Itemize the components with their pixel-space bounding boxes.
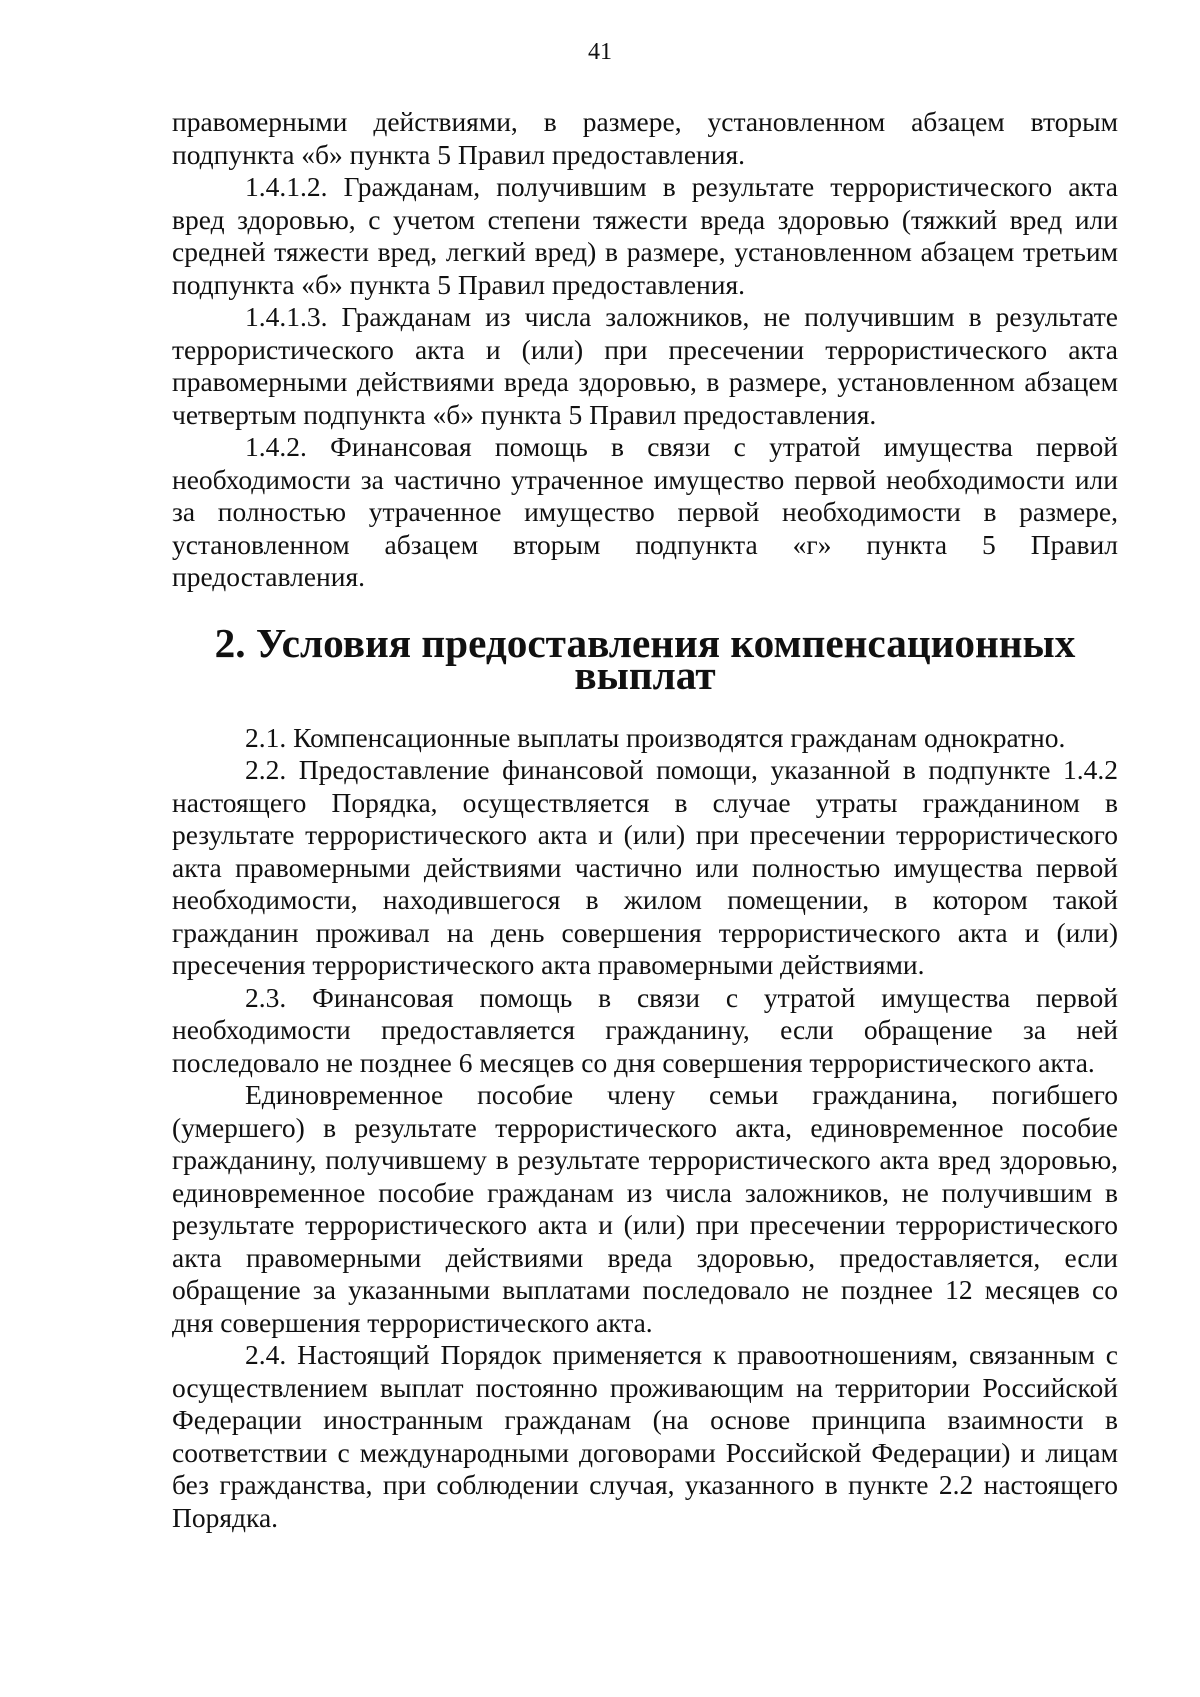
paragraph-1-4-1-2: 1.4.1.2. Гражданам, получившим в результате террористического акта вред здоровью, с учетом степени тяжести вреда здоровью (тяжкий вред или средней тяжести вред, легкий вред) в размере, установленном абзацем третьим подпункта «б» пункта 5 Правил предоставления. — [172, 171, 1118, 300]
page-number: 41 — [588, 39, 612, 65]
paragraph-2-3: 2.3. Финансовая помощь в связи с утратой имущества первой необходимости предоставляется гражданину, если обращение за ней последовало не позднее 6 месяцев со дня совершения террористического акта. — [172, 981, 1118, 1078]
paragraph-2-3-lump-sum: Единовременное пособие члену семьи гражданина, погибшего (умершего) в результате террористического акта, единовременное пособие гражданину, получившему в результате террористического акта вред здоровью, единовременное пособие гражданам из числа заложников, не получившим в результате террористического акта и (или) при пресечении террористического акта правомерными действиями вреда здоровью, предоставляется, если обращение за указанными выплатами последовало не позднее 12 месяцев со дня совершения террористического акта. — [172, 1079, 1118, 1338]
paragraph-1-4-1-3: 1.4.1.3. Гражданам из числа заложников, не получившим в результате террористического акта и (или) при пресечении террористического акта правомерными действиями вреда здоровью, в размере, установленном абзацем четвертым подпункта «б» пункта 5 Правил предоставления. — [172, 301, 1118, 430]
paragraph-2-1: 2.1. Компенсационные выплаты производятся гражданам однократно. — [245, 721, 1066, 753]
paragraph-2-4: 2.4. Настоящий Порядок применяется к правоотношениям, связанным с осуществлением выплат постоянно проживающим на территории Российской Федерации иностранным гражданам (на основе принципа взаимности в соответствии с международными договорами Российской Федерации) и лицам без гражданства, при соблюдении случая, указанного в пункте 2.2 настоящего Порядка. — [172, 1339, 1118, 1533]
paragraph-1-4-2: 1.4.2. Финансовая помощь в связи с утратой имущества первой необходимости за частично утраченное имущество первой необходимости или за полностью утраченное имущество первой необходимости в размере, установленном абзацем вторым подпункта «г» пункта 5 Правил предоставления. — [172, 431, 1118, 592]
document-body — [172, 106, 1118, 1534]
section-heading: 2. Условия предоставления компенсационных выплат — [214, 619, 1076, 698]
paragraph-continuation: правомерными действиями, в размере, установленном абзацем вторым подпункта «б» пункта 5 Правил предоставления. — [172, 106, 1118, 170]
paragraph-2-2: 2.2. Предоставление финансовой помощи, указанной в подпункте 1.4.2 настоящего Порядка, осуществляется в случае утраты гражданином в результате террористического акта и (или) при пресечении террористического акта правомерными действиями частично или полностью имущества первой необходимости, находившегося в жилом помещении, в котором такой гражданин проживал на день совершения террористического акта и (или) пресечения террористического акта правомерными действиями. — [172, 754, 1118, 980]
